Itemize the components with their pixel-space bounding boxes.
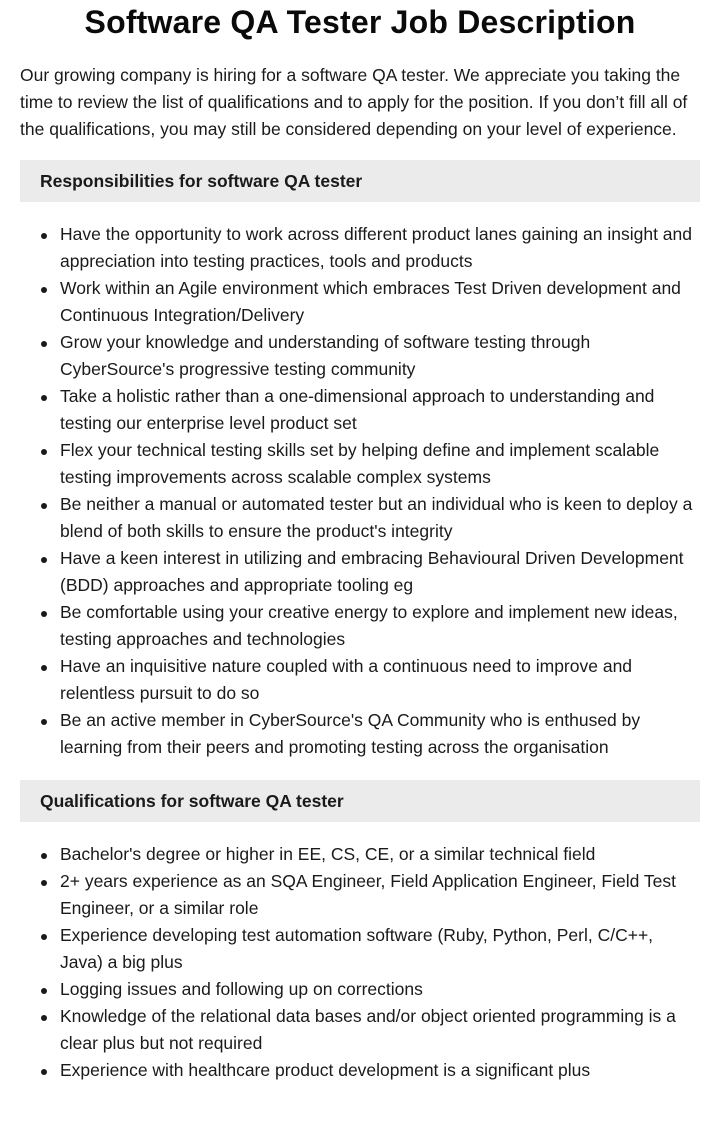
list-item: Be neither a manual or automated tester but an individual who is keen to deploy a blend of both skills to ensure the product's integrity: [60, 491, 700, 545]
list-item: Experience developing test automation software (Ruby, Python, Perl, C/C++, Java) a big plus: [60, 922, 700, 976]
page-title: Software QA Tester Job Description: [84, 4, 636, 40]
list-item: Work within an Agile environment which embraces Test Driven development and Continuous Integration/Delivery: [60, 275, 700, 329]
intro-paragraph: Our growing company is hiring for a software QA tester. We appreciate you taking the time to review the list of qualifications and to apply for the position. If you don’t fill all of the qualifications, you may still be considered depending on your level of experience.: [20, 65, 688, 139]
responsibilities-list: [20, 221, 700, 761]
list-item: Be comfortable using your creative energy to explore and implement new ideas, testing approaches and technologies: [60, 599, 700, 653]
responsibilities-heading: Responsibilities for software QA tester: [20, 160, 700, 202]
list-item: Take a holistic rather than a one-dimensional approach to understanding and testing our enterprise level product set: [60, 383, 700, 437]
list-item: Grow your knowledge and understanding of software testing through CyberSource's progressive testing community: [60, 329, 700, 383]
list-item: Knowledge of the relational data bases and/or object oriented programming is a clear plus but not required: [60, 1003, 700, 1057]
list-item: Flex your technical testing skills set by helping define and implement scalable testing improvements across scalable complex systems: [60, 437, 700, 491]
list-item: Bachelor's degree or higher in EE, CS, CE, or a similar technical field: [60, 841, 700, 868]
list-item: 2+ years experience as an SQA Engineer, Field Application Engineer, Field Test Engineer, or a similar role: [60, 868, 700, 922]
list-item: Have the opportunity to work across different product lanes gaining an insight and appreciation into testing practices, tools and products: [60, 221, 700, 275]
list-item: Be an active member in CyberSource's QA Community who is enthused by learning from their peers and promoting testing across the organisation: [60, 707, 700, 761]
list-item: Experience with healthcare product development is a significant plus: [60, 1057, 700, 1084]
qualifications-list: [20, 841, 700, 1084]
qualifications-heading: Qualifications for software QA tester: [20, 780, 700, 822]
list-item: Have a keen interest in utilizing and embracing Behavioural Driven Development (BDD) approaches and appropriate tooling eg: [60, 545, 700, 599]
list-item: Logging issues and following up on corrections: [60, 976, 700, 1003]
list-item: Have an inquisitive nature coupled with a continuous need to improve and relentless pursuit to do so: [60, 653, 700, 707]
